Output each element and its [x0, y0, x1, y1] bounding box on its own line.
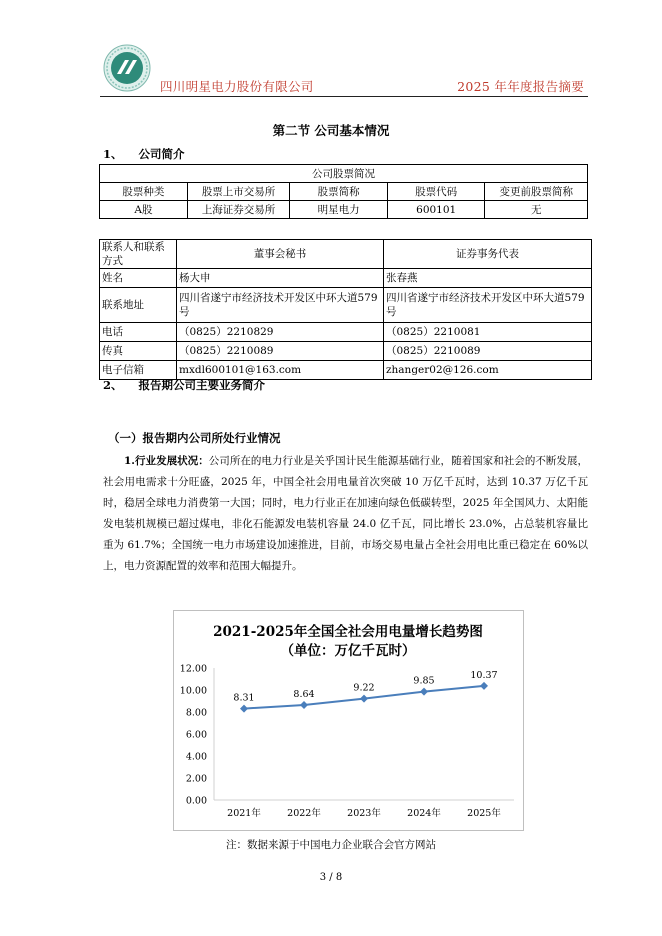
industry-paragraph: [103, 451, 588, 577]
data-label: 8.64: [293, 688, 315, 700]
chart-subtitle: （单位：万亿千瓦时）: [280, 643, 416, 659]
row-label: 联系地址: [100, 288, 177, 323]
y-tick-label: 6.00: [185, 729, 207, 741]
data-label: 9.85: [413, 675, 435, 687]
data-label: 8.31: [233, 692, 255, 704]
heading-company-profile: [103, 146, 185, 162]
paragraph-label: 1.行业发展状况：: [124, 455, 209, 467]
table-cell: （0825）2210089: [177, 342, 384, 361]
company-logo: [103, 44, 151, 92]
table-cell: 张春燕: [384, 269, 592, 288]
row-label: 电子信箱: [100, 361, 177, 380]
table-header-cell: 股票种类: [100, 183, 188, 201]
table-header-cell: 股票代码: [387, 183, 485, 201]
section-title: 第二节 公司基本情况: [272, 123, 390, 138]
heading-industry-situation: （一）报告期内公司所处行业情况: [108, 431, 281, 445]
table-cell: 600101: [387, 201, 485, 219]
data-label: 9.22: [353, 682, 375, 694]
table-cell: （0825）2210081: [384, 323, 592, 342]
table-header-cell: 董事会秘书: [177, 240, 384, 269]
table-cell: A股: [100, 201, 188, 219]
table-row: [100, 323, 592, 342]
chart-title: 2021-2025年全国全社会用电量增长趋势图: [213, 624, 483, 640]
header-company-name: 四川明星电力股份有限公司: [160, 79, 314, 94]
table-header-cell: 股票上市交易所: [187, 183, 289, 201]
header-divider: [100, 96, 588, 97]
page-number: 3 / 8: [319, 872, 343, 883]
paragraph-text: 公司所在的电力行业是关乎国计民生能源基础行业，随着国家和社会的不断发展，社会用电需求十分旺盛，2025 年，中国全社会用电量首次突破 10 万亿千瓦时，达到 10.37 万亿千瓦时，稳居全球电力消费第一大国；同时，电力行业正在加速向绿色低碳转型，2025 年全国风力、太阳能发电装机规模已超过煤电，非化石能源发电装机容量 24.0 亿千瓦，同比增长 23.0%，占总装机容量比重为 61.7%；全国统一电力市场建设加速推进，目前，市场交易电量占全社会用电比重已稳定在 60%以上，电力资源配置的效率和范围大幅提升。: [103, 455, 588, 572]
stock-info-table: [99, 164, 588, 219]
table-header-row: [100, 240, 592, 269]
y-tick-label: 8.00: [185, 707, 207, 719]
contact-info-table: [99, 239, 592, 380]
header-report-title: 2025 年年度报告摘要: [457, 79, 584, 94]
table-cell: 杨大申: [177, 269, 384, 288]
heading-number: 2、: [103, 378, 123, 392]
table-cell: zhanger02@126.com: [384, 361, 592, 380]
row-label: 传真: [100, 342, 177, 361]
table-header-row: [100, 183, 588, 201]
chart-source-note: 注：数据来源于中国电力企业联合会官方网站: [226, 839, 436, 851]
table-header-cell: 变更前股票简称: [485, 183, 588, 201]
x-tick-label: 2024年: [407, 808, 441, 819]
table-cell: 四川省遂宁市经济技术开发区中环大道579号: [177, 288, 384, 323]
table-cell: 上海证券交易所: [187, 201, 289, 219]
table-row: [100, 201, 588, 219]
heading-text: 公司简介: [138, 147, 185, 161]
y-tick-label: 0.00: [185, 795, 207, 807]
table-row: [100, 288, 592, 323]
table-corner-cell: 联系人和联系方式: [100, 240, 177, 269]
y-tick-label: 12.00: [179, 663, 207, 675]
table-cell: （0825）2210829: [177, 323, 384, 342]
table-cell: 明星电力: [290, 201, 388, 219]
y-tick-label: 4.00: [185, 751, 207, 763]
table-header-cell: 股票简称: [290, 183, 388, 201]
x-tick-label: 2023年: [347, 808, 381, 819]
stock-table-caption: 公司股票简况: [100, 165, 588, 183]
table-cell: mxdl600101@163.com: [177, 361, 384, 380]
table-header-cell: 证券事务代表: [384, 240, 592, 269]
table-cell: 无: [485, 201, 588, 219]
x-tick-label: 2021年: [227, 808, 261, 819]
x-tick-label: 2025年: [467, 808, 501, 819]
heading-text: 报告期公司主要业务简介: [138, 378, 266, 392]
table-cell: （0825）2210089: [384, 342, 592, 361]
table-row: [100, 342, 592, 361]
electricity-consumption-chart: [173, 610, 524, 831]
row-label: 姓名: [100, 269, 177, 288]
heading-number: 1、: [103, 147, 123, 161]
table-cell: 四川省遂宁市经济技术开发区中环大道579号: [384, 288, 592, 323]
heading-business-overview: [103, 377, 265, 393]
y-tick-label: 10.00: [179, 685, 207, 697]
data-label: 10.37: [470, 669, 498, 681]
table-row: [100, 269, 592, 288]
x-tick-label: 2022年: [287, 808, 321, 819]
row-label: 电话: [100, 323, 177, 342]
y-tick-label: 2.00: [185, 773, 207, 785]
